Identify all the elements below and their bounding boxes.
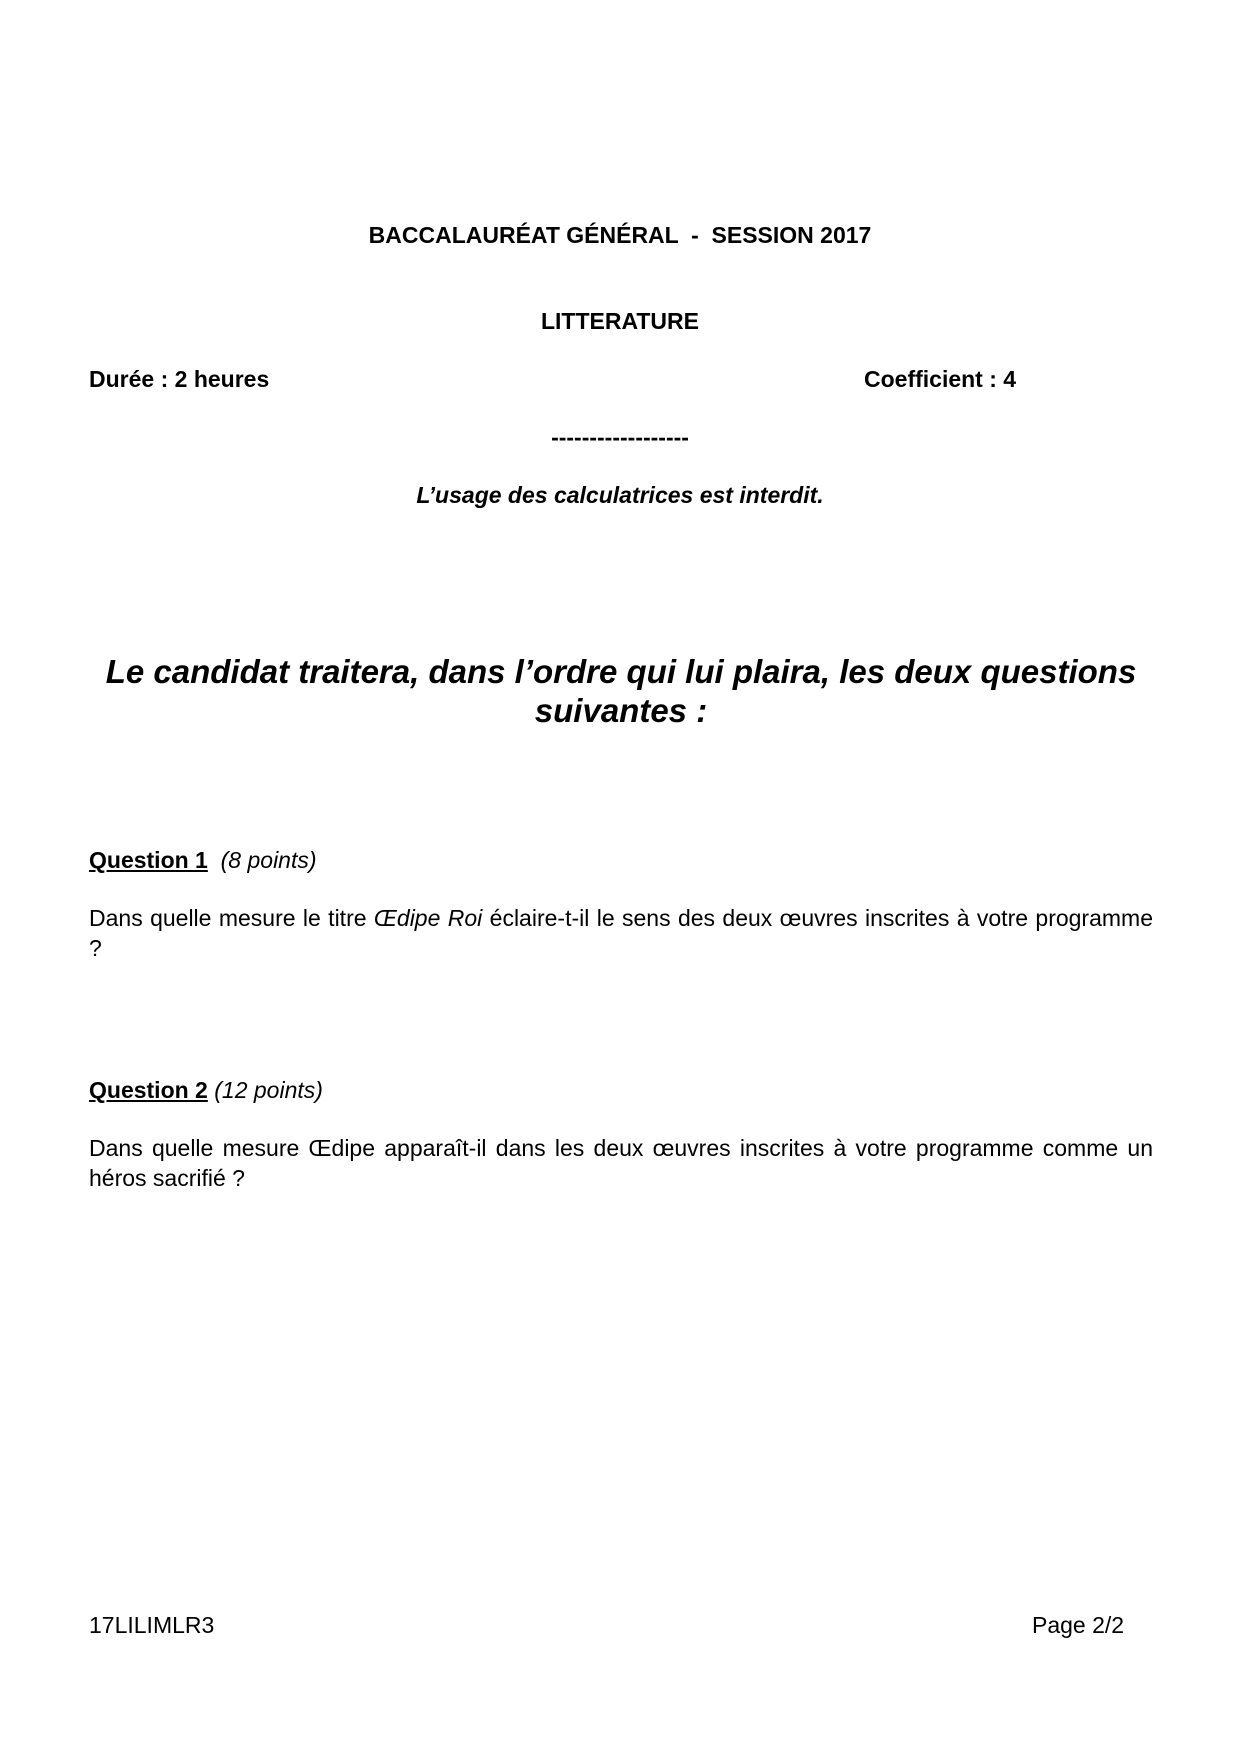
question-1-text	[89, 903, 1153, 963]
question-1-text-after: éclaire-t-il le sens des deux œuvres inscrites à votre programme ?	[89, 905, 1153, 961]
question-2-label: Question 2	[89, 1077, 208, 1103]
question-2-text: Dans quelle mesure Œdipe apparaît-il dans les deux œuvres inscrites à votre programme comme un héros sacrifié ?	[89, 1135, 1153, 1191]
question-2-points: (12 points)	[214, 1077, 323, 1103]
exam-code: 17LILIMLR3	[89, 1612, 215, 1638]
page-number: Page 2/2	[1032, 1612, 1125, 1638]
candidate-instruction: Le candidat traitera, dans l’ordre qui lui plaira, les deux questions suivantes :	[105, 653, 1137, 729]
exam-subject: LITTERATURE	[540, 308, 699, 334]
header-separator: ------------------	[551, 424, 689, 450]
calculator-note: L’usage des calculatrices est interdit.	[416, 482, 824, 508]
question-1-points: (8 points)	[220, 847, 317, 873]
question-2-heading	[89, 1077, 323, 1104]
question-1-label: Question 1	[89, 847, 208, 873]
question-1-heading	[89, 847, 317, 874]
exam-duration: Durée : 2 heures	[89, 366, 270, 392]
exam-coefficient: Coefficient : 4	[864, 366, 1017, 392]
question-1-work-title: Œdipe Roi	[373, 905, 483, 931]
exam-session-title: BACCALAURÉAT GÉNÉRAL - SESSION 2017	[368, 222, 872, 248]
question-1-text-before: Dans quelle mesure le titre	[89, 905, 374, 931]
